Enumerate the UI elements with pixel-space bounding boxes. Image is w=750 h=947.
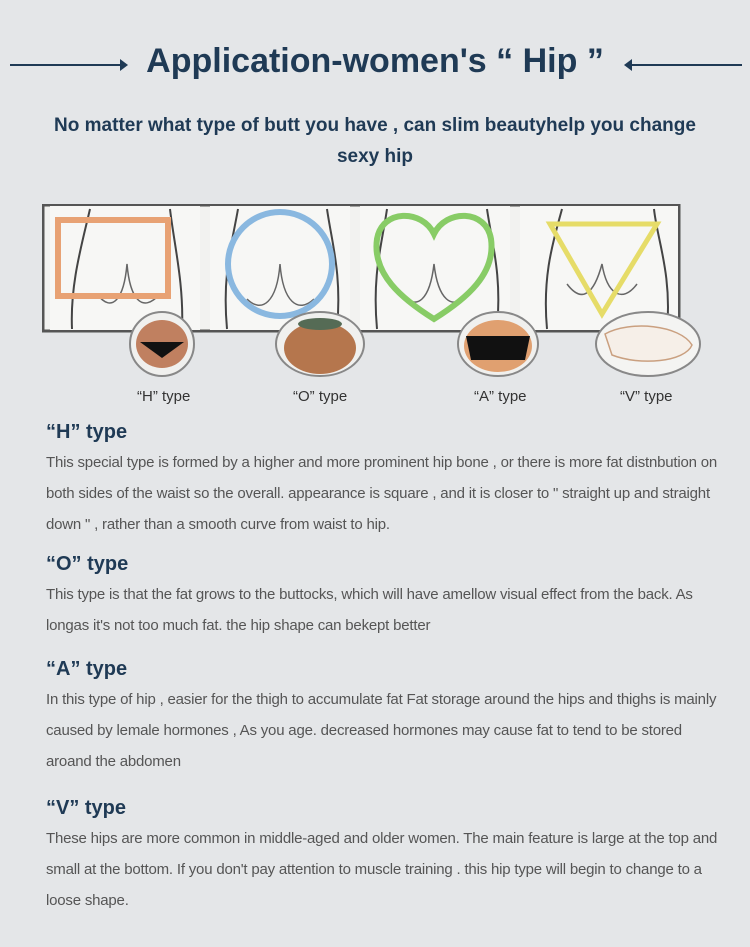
section-body-v: These hips are more common in middle-aged and older women. The main feature is large at the top and small at the bottom. If you don't pay attention to muscle training . this hip type will begin to change to a loose shape.: [46, 830, 718, 909]
page-title: Application-women's “ Hip ”: [146, 42, 604, 80]
h-type-label: “H” type: [137, 388, 191, 405]
section-heading-h: “H” type: [46, 421, 128, 443]
o-type-photo: [276, 312, 364, 376]
v-type-label: “V” type: [620, 388, 673, 405]
a-type-label: “A” type: [474, 388, 527, 405]
section-heading-v: “V” type: [46, 797, 127, 819]
hip-photos: [0, 300, 750, 390]
page-subtitle: No matter what type of butt you have , can slim beautyhelp you change sexy hip: [54, 115, 696, 167]
section-body-a: In this type of hip , easier for the thigh to accumulate fat Fat storage around the hips and thighs is mainly caused by lemale hormones , As you age. decreased hormones may cause fat to tend to be stored aroand the abdomen: [46, 691, 717, 770]
v-type-photo: [596, 312, 700, 376]
a-type-photo: [458, 312, 538, 376]
section-heading-a: “A” type: [46, 658, 128, 680]
title-row: [0, 40, 750, 90]
o-type-label: “O” type: [293, 388, 348, 405]
section-body-o: This type is that the fat grows to the buttocks, which will have amellow visual effect from the back. As longas it's not too much fat. the hip shape can bekept better: [46, 586, 693, 634]
section-body-h: This special type is formed by a higher and more prominent hip bone , or there is more fat distnbution on both sides of the waist so the overall. appearance is square , and it is closer to " straight up and straight down " , rather than a smooth curve from waist to hip.: [46, 454, 718, 533]
right-arrow-line: [630, 64, 742, 66]
h-type-photo: [130, 312, 194, 376]
section-heading-o: “O” type: [46, 553, 129, 575]
